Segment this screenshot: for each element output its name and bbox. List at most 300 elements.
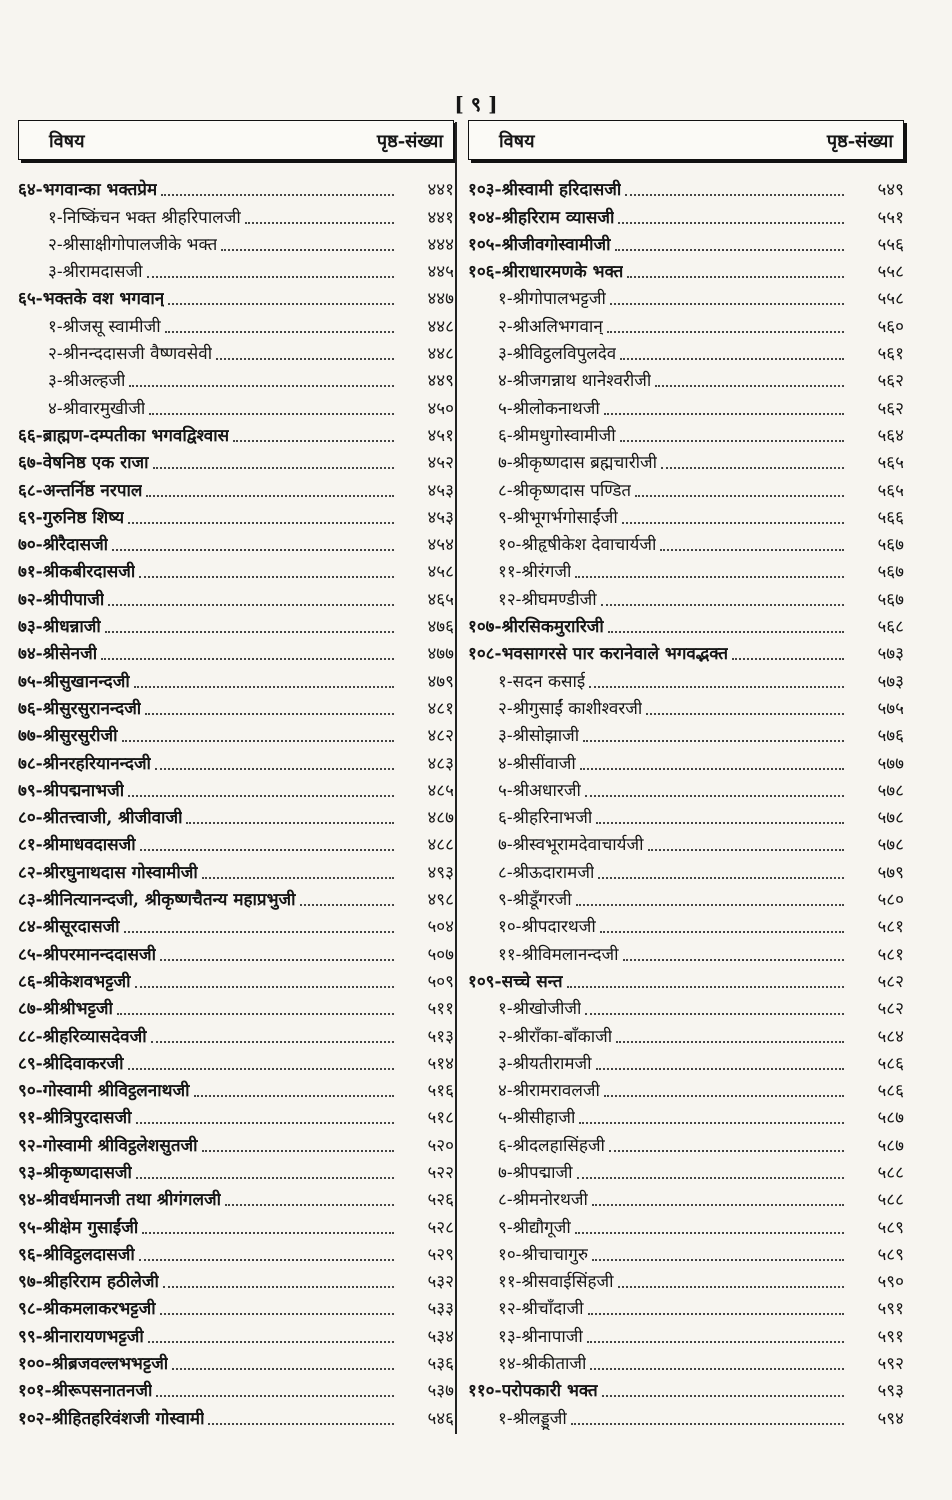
toc-entry <box>18 1348 454 1375</box>
entry-number: ९८- <box>18 1299 43 1320</box>
dot-leader <box>579 1121 844 1124</box>
dot-leader <box>122 739 395 742</box>
dot-leader <box>139 1258 394 1261</box>
entry-number: ८०- <box>18 808 43 829</box>
entry-title: श्रीविट्ठलविपुलदेव <box>512 344 617 365</box>
entry-number: ७९- <box>18 780 43 801</box>
toc-entry <box>18 611 454 638</box>
entry-title: श्रीकृष्णदास ब्रह्मचारीजी <box>512 453 658 474</box>
entry-title: श्रीसीहाजी <box>512 1108 576 1129</box>
entry-page: ५१८ <box>427 1108 454 1129</box>
dot-leader <box>128 794 394 797</box>
entry-number: ८१- <box>18 835 43 856</box>
entry-number: ११- <box>498 562 522 583</box>
entry-page: ४५१ <box>427 425 454 446</box>
entry-page: ४४१ <box>427 180 454 201</box>
toc-entry <box>18 1129 454 1156</box>
column-divider <box>455 122 457 1434</box>
toc-entry <box>468 365 904 392</box>
dot-leader <box>618 1285 844 1288</box>
dot-leader <box>588 1312 844 1315</box>
toc-entry <box>468 966 904 993</box>
dot-leader <box>160 958 394 961</box>
toc-entry <box>18 1048 454 1075</box>
toc-entry <box>468 1048 904 1075</box>
entry-title: श्रीकमलाकरभट्टजी <box>42 1299 156 1320</box>
entry-number: ९३- <box>18 1162 43 1183</box>
toc-entry <box>468 1348 904 1375</box>
entry-title: श्रीभूगर्भगोसाईंजी <box>512 507 618 528</box>
dot-leader <box>245 221 394 224</box>
toc-entry <box>18 993 454 1020</box>
entry-number: ६- <box>498 1135 513 1156</box>
entry-title: श्रीनापाजी <box>521 1326 583 1347</box>
dot-leader <box>225 1203 394 1206</box>
entry-title: श्रीअलिभगवान् <box>512 316 603 337</box>
dot-leader <box>202 876 394 879</box>
toc-entry <box>468 911 904 938</box>
entry-page: ४९८ <box>427 890 454 911</box>
entry-title: श्रीखोजीजी <box>512 999 582 1020</box>
dot-leader <box>571 1422 844 1425</box>
dot-leader <box>147 275 395 278</box>
page-number: [ ९ ] <box>454 92 498 116</box>
dot-leader <box>142 1231 394 1234</box>
entry-title: श्रीसुखानन्दजी <box>42 671 130 692</box>
toc-entry <box>468 1402 904 1429</box>
entry-page: ५८७ <box>877 1135 904 1156</box>
dot-leader <box>587 1340 844 1343</box>
entry-number: ११- <box>498 1272 522 1293</box>
dot-leader <box>105 630 394 633</box>
entry-title: श्रीसुरसुरीजी <box>42 726 118 747</box>
toc-entry <box>18 1184 454 1211</box>
entry-page: ५३३ <box>427 1299 454 1320</box>
entry-page: ५८८ <box>877 1190 904 1211</box>
toc-entry <box>18 829 454 856</box>
entry-page: ५६६ <box>877 507 904 528</box>
entry-title: श्रीनरहरियानन्दजी <box>42 753 151 774</box>
dot-leader <box>136 1121 394 1124</box>
dot-leader <box>604 412 844 415</box>
toc-entry <box>468 1211 904 1238</box>
dot-leader <box>151 1040 394 1043</box>
dot-leader <box>172 1367 394 1370</box>
toc-entry <box>18 174 454 201</box>
toc-entry <box>18 392 454 419</box>
dot-leader <box>101 657 394 660</box>
toc-entry <box>18 256 454 283</box>
entry-page: ५८७ <box>877 1108 904 1129</box>
entry-page: ५६२ <box>877 371 904 392</box>
header-subject: विषय <box>49 131 85 152</box>
toc-entry <box>468 665 904 692</box>
entry-number: ७६- <box>18 698 43 719</box>
entry-title: श्रीपद्मनाभजी <box>42 780 125 801</box>
entry-page: ४५८ <box>427 562 454 583</box>
entry-title: श्रीरसिकमुरारिजी <box>501 617 604 638</box>
entry-page: ५७८ <box>877 780 904 801</box>
toc-entry <box>468 1375 904 1402</box>
entry-page: ५८१ <box>877 917 904 938</box>
dot-leader <box>140 848 394 851</box>
entry-page: ५४९ <box>877 180 904 201</box>
dot-leader <box>596 1067 844 1070</box>
entry-number: ३- <box>498 1053 513 1074</box>
toc-entry <box>18 1375 454 1402</box>
entry-title: गोस्वामी श्रीविट्ठलनाथजी <box>42 1081 190 1102</box>
column-header <box>18 120 454 160</box>
entry-number: १- <box>498 999 513 1020</box>
entry-page: ४४८ <box>427 316 454 337</box>
toc-entry <box>18 201 454 228</box>
toc-column-left <box>18 120 454 1430</box>
entry-page: ५२० <box>427 1135 454 1156</box>
entry-number: ८- <box>498 480 513 501</box>
entry-number: ८- <box>498 1190 513 1211</box>
dot-leader <box>136 1176 394 1179</box>
entry-page: ५५८ <box>877 262 904 283</box>
toc-entry <box>468 938 904 965</box>
toc-entry <box>18 447 454 474</box>
entry-page: ५६५ <box>877 480 904 501</box>
entry-page: ५२६ <box>427 1190 454 1211</box>
toc-entry <box>468 392 904 419</box>
entry-page: ४४१ <box>427 207 454 228</box>
toc-entry <box>468 720 904 747</box>
entry-number: २- <box>498 1026 513 1047</box>
entry-page: ५९० <box>877 1272 904 1293</box>
entry-number: ७०- <box>18 535 43 556</box>
dot-leader <box>646 712 844 715</box>
entry-number: १- <box>498 1408 513 1429</box>
dot-leader <box>615 248 844 251</box>
entry-number: ३- <box>498 726 513 747</box>
entry-title: श्रीरूपसनातनजी <box>51 1381 153 1402</box>
dot-leader <box>202 1149 394 1152</box>
entry-title: श्रीऊदारामजी <box>512 862 595 883</box>
entry-number: ३- <box>48 371 63 392</box>
entry-number: ९४- <box>18 1190 43 1211</box>
dot-leader <box>660 548 844 551</box>
toc-list <box>18 174 454 1430</box>
dot-leader <box>146 494 394 497</box>
toc-entry <box>468 338 904 365</box>
entry-title: भवसागरसे पार करानेवाले भगवद्भक्त <box>501 644 729 665</box>
toc-entry <box>18 775 454 802</box>
entry-page: ४४७ <box>427 289 454 310</box>
entry-number: ६४- <box>18 180 43 201</box>
toc-entry <box>468 693 904 720</box>
entry-title: श्रीअल्हजी <box>62 371 126 392</box>
entry-number: ४- <box>48 398 63 419</box>
toc-entry <box>18 1211 454 1238</box>
toc-entry <box>468 310 904 337</box>
toc-entry <box>468 201 904 228</box>
toc-entry <box>18 638 454 665</box>
dot-leader <box>620 439 844 442</box>
dot-leader <box>580 767 844 770</box>
entry-number: ६५- <box>18 289 43 310</box>
dot-leader <box>604 1094 844 1097</box>
entry-number: २- <box>48 344 63 365</box>
entry-number: १०- <box>498 535 522 556</box>
toc-entry <box>18 583 454 610</box>
entry-number: ८३- <box>18 890 43 911</box>
entry-title: गोस्वामी श्रीविट्ठलेशसुतजी <box>42 1135 198 1156</box>
toc-entry <box>18 856 454 883</box>
toc-entry <box>468 775 904 802</box>
toc-entry <box>468 829 904 856</box>
dot-leader <box>221 248 394 251</box>
entry-title: निष्किंचन भक्त श्रीहरिपालजी <box>62 207 241 228</box>
entry-number: ६७- <box>18 453 43 474</box>
header-page: पृष्ठ-संख्या <box>376 131 443 152</box>
entry-page: ४५३ <box>427 507 454 528</box>
dot-leader <box>163 1285 394 1288</box>
entry-page: ५७७ <box>877 753 904 774</box>
dot-leader <box>592 1203 844 1206</box>
entry-page: ४५४ <box>427 535 454 556</box>
dot-leader <box>607 330 844 333</box>
dot-leader <box>616 1040 844 1043</box>
dot-leader <box>139 575 394 578</box>
entry-page: ५७५ <box>877 698 904 719</box>
entry-title: श्रीदलहासिंहजी <box>512 1135 605 1156</box>
dot-leader <box>602 1394 844 1397</box>
entry-title: श्रीचाचागुरु <box>521 1244 589 1265</box>
entry-page: ५१४ <box>427 1053 454 1074</box>
entry-page: ४४९ <box>427 371 454 392</box>
toc-entry <box>18 1266 454 1293</box>
entry-title: श्रीकृष्णदास पण्डित <box>512 480 632 501</box>
entry-number: ४- <box>498 753 513 774</box>
entry-title: श्रीधन्नाजी <box>42 617 101 638</box>
entry-number: ७- <box>498 835 513 856</box>
toc-entry <box>468 884 904 911</box>
dot-leader <box>300 903 394 906</box>
entry-page: ४४५ <box>427 262 454 283</box>
entry-number: ५- <box>498 398 513 419</box>
entry-page: ४५२ <box>427 453 454 474</box>
dot-leader <box>186 821 394 824</box>
entry-title: श्रीहितहरिवंशजी गोस्वामी <box>51 1408 205 1429</box>
toc-entry <box>468 802 904 829</box>
toc-entry <box>18 283 454 310</box>
entry-title: श्रीदिवाकरजी <box>42 1053 124 1074</box>
dot-leader <box>623 958 844 961</box>
toc-entry <box>18 1075 454 1102</box>
dot-leader <box>135 985 394 988</box>
toc-entry <box>18 420 454 447</box>
entry-page: ५८९ <box>877 1217 904 1238</box>
entry-number: ८- <box>498 862 513 883</box>
dot-leader <box>600 930 844 933</box>
entry-title: श्रीसोझाजी <box>512 726 580 747</box>
entry-title: श्रीमाधवदासजी <box>42 835 136 856</box>
entry-number: ९२- <box>18 1135 43 1156</box>
dot-leader <box>618 221 844 224</box>
entry-page: ५४६ <box>427 1408 454 1429</box>
toc-entry <box>18 720 454 747</box>
toc-entry <box>468 229 904 256</box>
toc-entry <box>468 474 904 501</box>
entry-title: श्रीकीताजी <box>521 1354 587 1375</box>
entry-page: ५०७ <box>427 944 454 965</box>
entry-number: ४- <box>498 1081 513 1102</box>
dot-leader <box>153 466 394 469</box>
entry-number: १००- <box>18 1354 52 1375</box>
entry-title: अन्तर्निष्ठ नरपाल <box>42 480 143 501</box>
entry-number: ९५- <box>18 1217 43 1238</box>
entry-page: ५८१ <box>877 944 904 965</box>
dot-leader <box>160 1312 394 1315</box>
toc-entry <box>468 502 904 529</box>
dot-leader <box>648 848 844 851</box>
dot-leader <box>108 603 394 606</box>
entry-page: ५१३ <box>427 1026 454 1047</box>
entry-title: श्रीजीवगोस्वामीजी <box>501 234 611 255</box>
entry-page: ५८२ <box>877 999 904 1020</box>
entry-title: श्रीद्यौगूजी <box>512 1217 571 1238</box>
entry-title: श्रीपीपाजी <box>42 589 105 610</box>
entry-title: श्रीसूरदासजी <box>42 917 120 938</box>
entry-title: श्रीचाँदाजी <box>521 1299 584 1320</box>
entry-number: १०३- <box>468 180 502 201</box>
entry-title: ब्राह्मण-दम्पतीका भगवद्विश्वास <box>42 425 230 446</box>
toc-entry <box>18 802 454 829</box>
entry-number: ७१- <box>18 562 43 583</box>
dot-leader <box>596 821 844 824</box>
entry-number: ३- <box>498 344 513 365</box>
dot-leader <box>583 739 844 742</box>
entry-page: ५२९ <box>427 1244 454 1265</box>
entry-page: ५९१ <box>877 1326 904 1347</box>
entry-title: श्रीराधारमणके भक्त <box>501 262 624 283</box>
entry-title: श्रीस्वामी हरिदासजी <box>501 180 622 201</box>
entry-number: १२- <box>498 589 522 610</box>
entry-title: श्रीपद्माजी <box>512 1162 573 1183</box>
entry-page: ५०९ <box>427 971 454 992</box>
dot-leader <box>134 685 394 688</box>
toc-list <box>468 174 904 1430</box>
entry-title: श्रीपदारथजी <box>521 917 596 938</box>
toc-entry <box>18 1102 454 1129</box>
entry-number: २- <box>498 698 513 719</box>
entry-page: ४८२ <box>427 726 454 747</box>
entry-number: ८९- <box>18 1053 43 1074</box>
entry-page: ५९४ <box>877 1408 904 1429</box>
entry-page: ५२८ <box>427 1217 454 1238</box>
entry-page: ५८० <box>877 890 904 911</box>
entry-number: ९१- <box>18 1108 43 1129</box>
entry-number: ८८- <box>18 1026 43 1047</box>
toc-column-right <box>468 120 904 1430</box>
dot-leader <box>148 1340 394 1343</box>
dot-leader <box>655 384 844 387</box>
toc-entry <box>468 583 904 610</box>
toc-entry <box>468 747 904 774</box>
entry-page: ५७६ <box>877 726 904 747</box>
toc-entry <box>468 856 904 883</box>
toc-entry <box>18 1293 454 1320</box>
toc-entry <box>18 529 454 556</box>
dot-leader <box>168 302 394 305</box>
entry-title: श्रीसाक्षीगोपालजीके भक्त <box>62 234 218 255</box>
entry-number: ७२- <box>18 589 43 610</box>
entry-title: श्रीरामरावलजी <box>512 1081 600 1102</box>
entry-number: १०४- <box>468 207 502 228</box>
toc-entry <box>468 993 904 1020</box>
entry-page: ५९३ <box>877 1381 904 1402</box>
dot-leader <box>117 1012 394 1015</box>
toc-entry <box>18 1320 454 1347</box>
dot-leader <box>609 1149 844 1152</box>
dot-leader <box>145 712 394 715</box>
entry-title: श्रीसवाईसिंहजी <box>521 1272 614 1293</box>
entry-number: १०५- <box>468 234 502 255</box>
entry-page: ५६८ <box>877 617 904 638</box>
dot-leader <box>155 767 394 770</box>
entry-title: श्रीअधारजी <box>512 780 581 801</box>
entry-title: श्रीरैदासजी <box>42 535 109 556</box>
toc-entry <box>18 229 454 256</box>
entry-number: ७- <box>498 453 513 474</box>
entry-title: सच्चे सन्त <box>501 971 563 992</box>
dot-leader <box>156 1394 394 1397</box>
dot-leader <box>622 521 844 524</box>
toc-entry <box>468 1129 904 1156</box>
entry-title: श्रीलोकनाथजी <box>512 398 600 419</box>
entry-title: श्रीलड्डूजी <box>512 1408 567 1429</box>
dot-leader <box>216 357 394 360</box>
entry-number: ७५- <box>18 671 43 692</box>
entry-title: श्रीजसू स्वामीजी <box>62 316 161 337</box>
entry-page: ५७८ <box>877 808 904 829</box>
entry-number: ७३- <box>18 617 43 638</box>
entry-title: श्रीकबीरदासजी <box>42 562 136 583</box>
dot-leader <box>608 630 844 633</box>
entry-page: ५६५ <box>877 453 904 474</box>
entry-number: ९- <box>498 1217 513 1238</box>
toc-entry <box>18 1020 454 1047</box>
entry-number: ८६- <box>18 971 43 992</box>
entry-title: श्रीविमलानन्दजी <box>521 944 619 965</box>
entry-page: ४८८ <box>427 835 454 856</box>
toc-entry <box>468 1157 904 1184</box>
entry-page: ४७९ <box>427 671 454 692</box>
entry-title: श्रीतत्त्वाजी, श्रीजीवाजी <box>42 808 183 829</box>
toc-entry <box>468 1239 904 1266</box>
dot-leader <box>112 548 394 551</box>
entry-page: ५८६ <box>877 1081 904 1102</box>
entry-number: १- <box>498 289 513 310</box>
toc-entry <box>18 966 454 993</box>
entry-number: ४- <box>498 371 513 392</box>
dot-leader <box>129 384 394 387</box>
toc-entry <box>18 474 454 501</box>
entry-number: ६८- <box>18 480 43 501</box>
entry-title: सदन कसाई <box>512 671 586 692</box>
entry-page: ५५८ <box>877 289 904 310</box>
entry-page: ५६७ <box>877 535 904 556</box>
dot-leader <box>732 657 844 660</box>
entry-title: श्रीनन्ददासजी वैष्णवसेवी <box>62 344 213 365</box>
toc-entry <box>18 1402 454 1429</box>
dot-leader <box>149 412 394 415</box>
toc-entry <box>468 1320 904 1347</box>
entry-number: ७- <box>498 1162 513 1183</box>
